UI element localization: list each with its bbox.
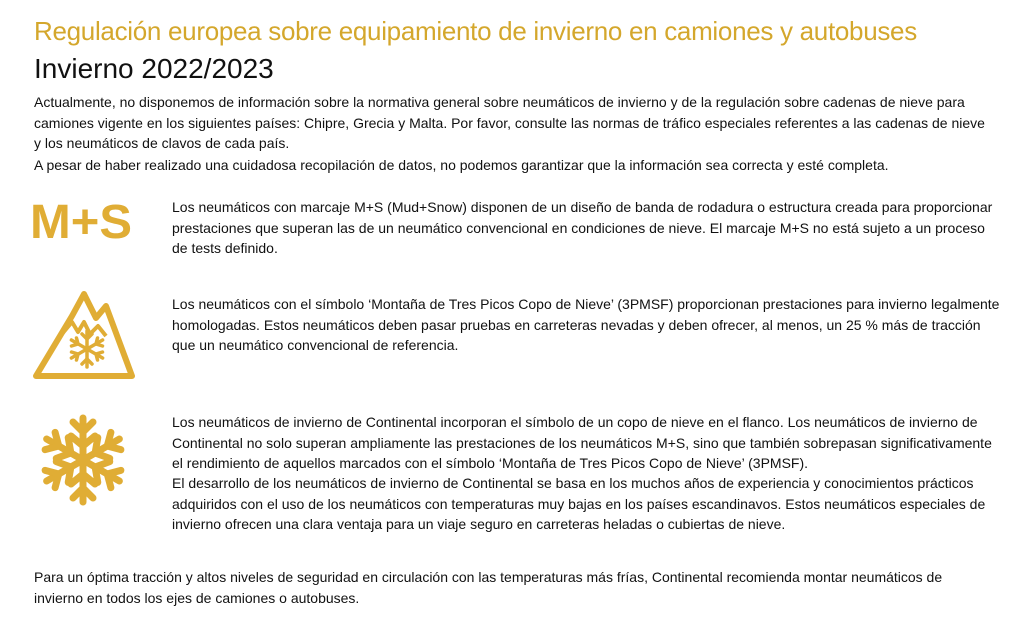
- disclaimer-paragraph: A pesar de haber realizado una cuidadosa recopilación de datos, no podemos garantizar que la información sea correcta y esté completa.: [34, 157, 889, 173]
- three-peak-mountain-snowflake-icon: [32, 286, 136, 382]
- ms-mark-text: M+S: [30, 198, 132, 242]
- ms-mark-icon: [30, 198, 134, 242]
- three-peak-description: Los neumáticos con el símbolo ‘Montaña de Tres Picos Copo de Nieve’ (3PMSF) proporcionan prestaciones para invierno legalmente homologadas. Estos neumáticos deben pasar pruebas en carreteras nevadas y deben ofrecer, al menos, un 25 % más de tracción que un neumático convencional de referencia.: [172, 296, 1000, 353]
- snowflake-description: Los neumáticos de invierno de Continental incorporan el símbolo de un copo de nieve en el flanco. Los neumáticos de invierno de Continental no solo superan ampliamente las prestaciones de los neumáticos M+S, sino que también sobrepasan significativamente el rendimiento de aquellos marcados con el símbolo ‘Montaña de Tres Picos Copo de Nieve’ (3PMSF).: [172, 414, 992, 471]
- snowflake-icon: [38, 414, 128, 506]
- page-subtitle: Invierno 2022/2023: [34, 53, 274, 84]
- page-title: Regulación europea sobre equipamiento de invierno en camiones y autobuses: [34, 16, 917, 46]
- ms-description: Los neumáticos con marcaje M+S (Mud+Snow) disponen de un diseño de banda de rodadura o estructura creada para proporcionar prestaciones que superan las de un neumático convencional en condiciones de nieve. El marcaje M+S no está sujeto a un proceso de tests definido.: [172, 199, 993, 256]
- closing-paragraph: Para un óptima tracción y altos niveles de seguridad en circulación con las temperaturas más frías, Continental recomienda montar neumáticos de invierno en todos los ejes de camiones o autobuses.: [34, 569, 943, 606]
- snowflake-description-continued: El desarrollo de los neumáticos de invierno de Continental se basa en los muchos años de experiencia y conocimientos prácticos adquiridos con el uso de los neumáticos con temperaturas muy bajas en los países escandinavos. Estos neumáticos especiales de invierno ofrecen una clara ventaja para un viaje seguro en carreteras heladas o cubiertas de nieve.: [172, 475, 986, 532]
- intro-paragraph: Actualmente, no disponemos de información sobre la normativa general sobre neumáticos de invierno y de la regulación sobre cadenas de nieve para camiones vigente en los siguientes países: Chipre, Grecia y Malta. Por favor, consulte las normas de tráfico especiales referentes a las cadenas de nieve y los neumáticos de clavos de cada país.: [34, 94, 985, 151]
